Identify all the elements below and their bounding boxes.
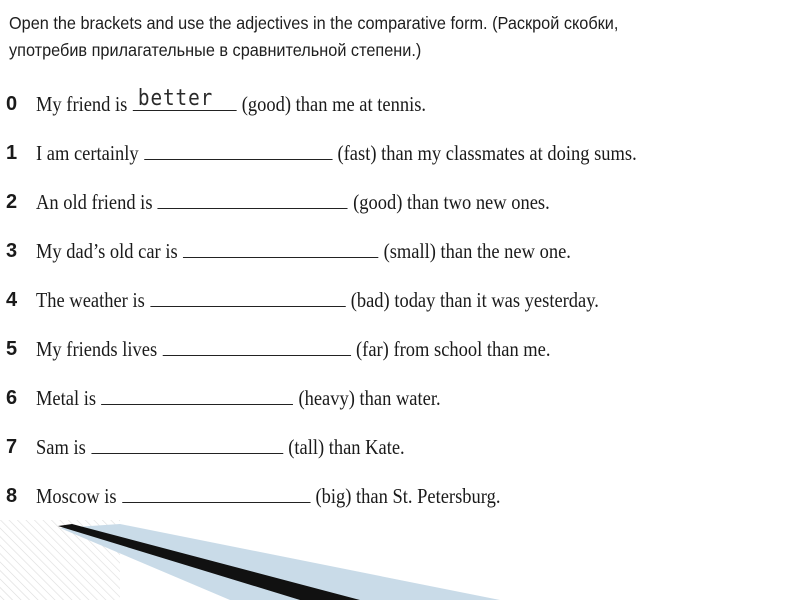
decorative-corner: [0, 520, 800, 600]
item-text-before: I am certainly: [36, 141, 139, 165]
item-text-before: My friends lives: [36, 337, 158, 361]
item-text-before: My dad’s old car is: [36, 239, 178, 263]
item-text-before: Moscow is: [36, 484, 117, 508]
item-text-before: Sam is: [36, 435, 86, 459]
item-text-before: Metal is: [36, 386, 97, 410]
item-text-before: My friend is: [36, 92, 128, 116]
item-sentence: [36, 333, 551, 365]
item-number: 2: [6, 191, 18, 213]
handwritten-answer: better: [137, 86, 214, 111]
item-number: 3: [6, 240, 18, 262]
item-number: 7: [6, 436, 18, 458]
decorative-swoosh: [0, 520, 800, 600]
answer-blank[interactable]: [122, 480, 310, 503]
item-text-after: (small) than the new one.: [383, 239, 571, 263]
answer-blank[interactable]: [150, 284, 345, 307]
item-sentence: [36, 186, 550, 218]
item-sentence: [36, 235, 571, 267]
item-number: 0: [6, 93, 18, 115]
instructions-line-1: Open the brackets and use the adjectives in the comparative form. (Раскрой скобки,: [9, 13, 619, 33]
item-number: 5: [6, 338, 18, 360]
answer-blank[interactable]: [101, 382, 293, 405]
item-number: 8: [6, 485, 18, 507]
item-text-after: (tall) than Kate.: [288, 435, 405, 459]
item-text-after: (good) than two new ones.: [353, 190, 550, 214]
answer-blank[interactable]: [162, 333, 350, 356]
item-text-after: (heavy) than water.: [298, 386, 441, 410]
instructions-line-2: употребив прилагательные в сравнительной степени.): [9, 40, 422, 60]
item-text-after: (bad) today than it was yesterday.: [350, 288, 599, 312]
item-sentence: [36, 137, 637, 169]
item-sentence: [36, 431, 405, 463]
item-sentence: [36, 88, 426, 120]
item-number: 6: [6, 387, 18, 409]
answer-blank[interactable]: [133, 88, 237, 111]
item-sentence: [36, 382, 441, 414]
item-text-after: (good) than me at tennis.: [241, 92, 427, 116]
item-sentence: [36, 480, 500, 512]
answer-blank[interactable]: [183, 235, 378, 258]
item-text-after: (far) from school than me.: [356, 337, 551, 361]
item-sentence: [36, 284, 599, 316]
item-text-after: (fast) than my classmates at doing sums.: [337, 141, 637, 165]
item-number: 4: [6, 289, 18, 311]
answer-blank[interactable]: [144, 137, 332, 160]
answer-blank[interactable]: [91, 431, 283, 454]
item-text-after: (big) than St. Petersburg.: [315, 484, 501, 508]
item-number: 1: [6, 142, 18, 164]
item-text-before: An old friend is: [36, 190, 153, 214]
item-text-before: The weather is: [36, 288, 145, 312]
answer-blank[interactable]: [158, 186, 348, 209]
